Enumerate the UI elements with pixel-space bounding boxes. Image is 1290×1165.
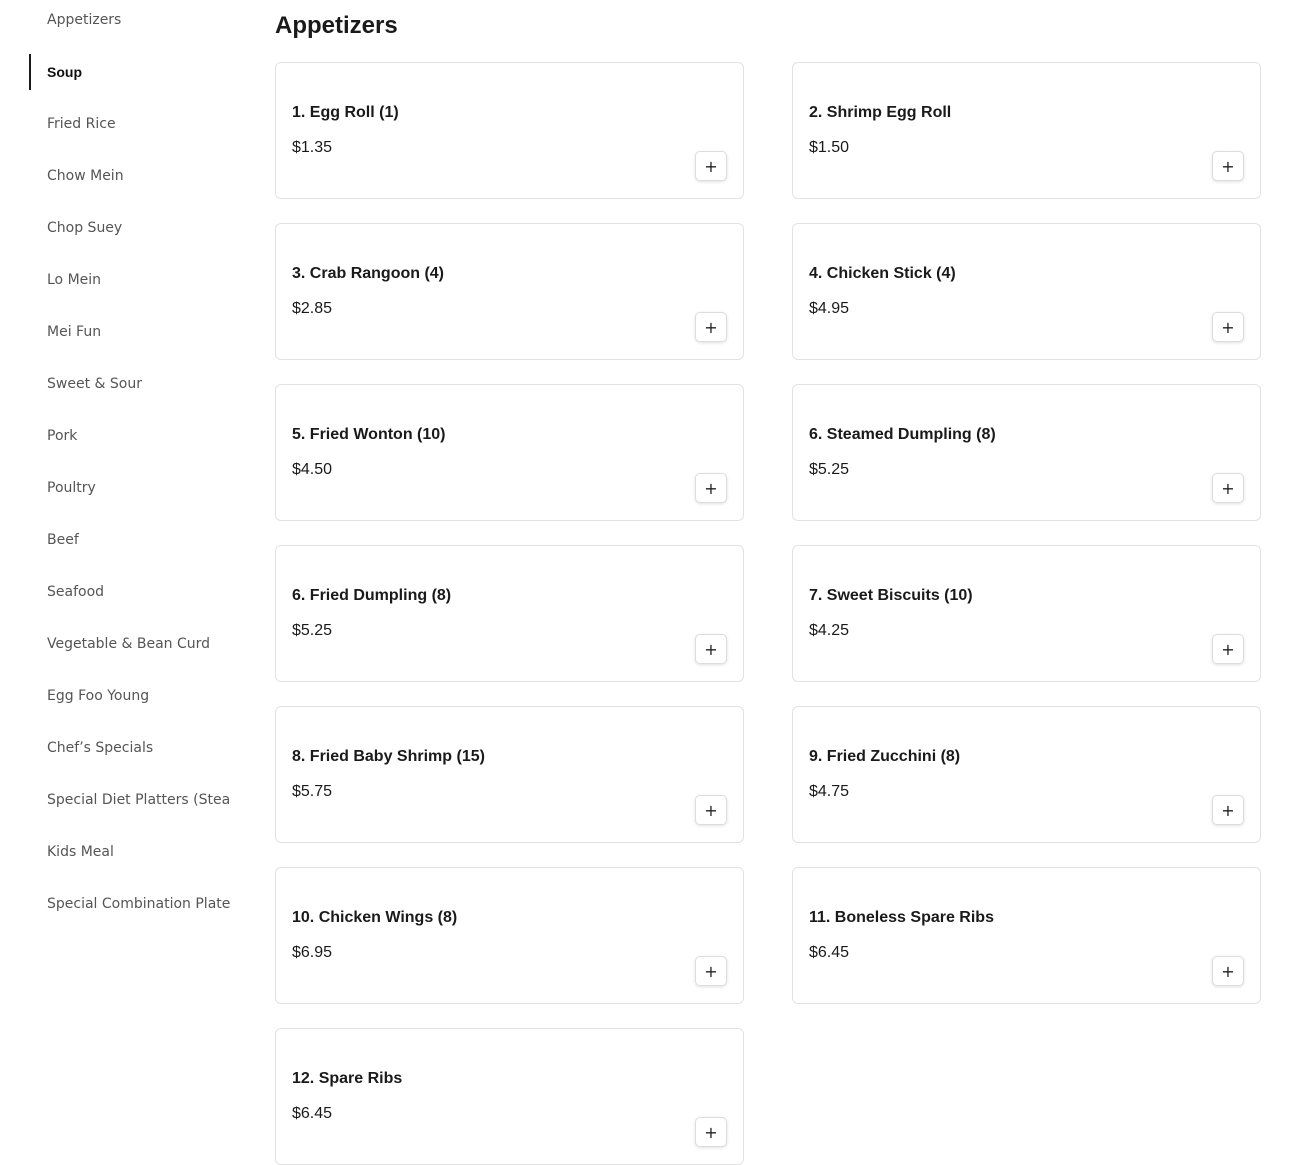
sidebar-item-chop-suey[interactable]: Chop Suey — [47, 220, 123, 236]
menu-item-card[interactable] — [792, 867, 1261, 1004]
menu-item-name: 1. Egg Roll (1) — [292, 104, 399, 121]
sidebar-item-fried-rice[interactable]: Fried Rice — [47, 116, 116, 132]
menu-item-price: $6.95 — [292, 944, 333, 961]
sidebar-item-poultry[interactable]: Poultry — [47, 480, 96, 496]
menu-item-name: 8. Fried Baby Shrimp (15) — [292, 748, 485, 765]
plus-icon: + — [1221, 156, 1235, 176]
menu-item-card[interactable] — [792, 545, 1261, 682]
plus-icon: + — [704, 961, 718, 981]
add-item-button[interactable] — [695, 473, 727, 503]
sidebar-item-sweet-sour[interactable]: Sweet & Sour — [47, 376, 142, 392]
plus-icon: + — [1221, 317, 1235, 337]
menu-item-name: 4. Chicken Stick (4) — [809, 265, 956, 282]
plus-icon: + — [704, 317, 718, 337]
plus-icon: + — [1221, 478, 1235, 498]
menu-item-card[interactable] — [275, 62, 744, 199]
menu-item-card[interactable] — [275, 384, 744, 521]
menu-item-price: $2.85 — [292, 300, 333, 317]
category-sidebar — [0, 0, 260, 1126]
plus-icon: + — [704, 156, 718, 176]
menu-item-price: $4.25 — [809, 622, 850, 639]
sidebar-item-pork[interactable]: Pork — [47, 428, 78, 444]
plus-icon: + — [1221, 639, 1235, 659]
sidebar-item-egg-foo-young[interactable]: Egg Foo Young — [47, 688, 150, 704]
sidebar-item-soup[interactable]: Soup — [29, 54, 244, 90]
menu-item-card[interactable] — [792, 223, 1261, 360]
menu-item-price: $5.75 — [292, 783, 333, 800]
plus-icon: + — [1221, 961, 1235, 981]
sidebar-item-special-combination-plate[interactable]: Special Combination Plate — [47, 896, 231, 912]
sidebar-item-special-diet-platters[interactable]: Special Diet Platters (Stea — [47, 792, 231, 808]
sidebar-item-kids-meal[interactable]: Kids Meal — [47, 844, 114, 860]
menu-item-name: 3. Crab Rangoon (4) — [292, 265, 445, 282]
sidebar-item-lo-mein[interactable]: Lo Mein — [47, 272, 102, 288]
menu-item-price: $4.95 — [809, 300, 850, 317]
menu-item-price: $1.35 — [292, 139, 333, 156]
plus-icon: + — [704, 1122, 718, 1142]
menu-item-price: $5.25 — [292, 622, 333, 639]
add-item-button[interactable] — [1212, 634, 1244, 664]
menu-item-name: 2. Shrimp Egg Roll — [809, 104, 952, 121]
sidebar-item-seafood[interactable]: Seafood — [47, 584, 105, 600]
menu-item-card[interactable] — [275, 706, 744, 843]
add-item-button[interactable] — [1212, 312, 1244, 342]
plus-icon: + — [704, 800, 718, 820]
menu-item-price: $6.45 — [292, 1105, 333, 1122]
menu-item-card[interactable] — [792, 384, 1261, 521]
add-item-button[interactable] — [1212, 473, 1244, 503]
add-item-button[interactable] — [695, 312, 727, 342]
add-item-button[interactable] — [695, 1117, 727, 1147]
add-item-button[interactable] — [1212, 151, 1244, 181]
add-item-button[interactable] — [1212, 956, 1244, 986]
menu-item-name: 10. Chicken Wings (8) — [292, 909, 458, 926]
menu-item-price: $5.25 — [809, 461, 850, 478]
add-item-button[interactable] — [695, 795, 727, 825]
section-title: Appetizers — [275, 12, 398, 39]
menu-item-name: 12. Spare Ribs — [292, 1070, 403, 1087]
add-item-button[interactable] — [695, 151, 727, 181]
sidebar-item-chow-mein[interactable]: Chow Mein — [47, 168, 124, 184]
menu-item-price: $1.50 — [809, 139, 850, 156]
menu-item-card[interactable] — [275, 1028, 744, 1165]
menu-item-price: $6.45 — [809, 944, 850, 961]
menu-item-card[interactable] — [275, 867, 744, 1004]
menu-item-price: $4.50 — [292, 461, 333, 478]
menu-item-card[interactable] — [275, 545, 744, 682]
menu-item-card[interactable] — [792, 706, 1261, 843]
menu-item-name: 7. Sweet Biscuits (10) — [809, 587, 973, 604]
menu-item-name: 6. Steamed Dumpling (8) — [809, 426, 996, 443]
sidebar-item-vegetable-bean-curd[interactable]: Vegetable & Bean Curd — [47, 636, 211, 652]
sidebar-item-beef[interactable]: Beef — [47, 532, 79, 548]
menu-item-name: 11. Boneless Spare Ribs — [809, 909, 994, 926]
plus-icon: + — [704, 478, 718, 498]
plus-icon: + — [704, 639, 718, 659]
menu-item-name: 5. Fried Wonton (10) — [292, 426, 446, 443]
sidebar-item-mei-fun[interactable]: Mei Fun — [47, 324, 102, 340]
menu-item-name: 9. Fried Zucchini (8) — [809, 748, 961, 765]
plus-icon: + — [1221, 800, 1235, 820]
add-item-button[interactable] — [1212, 795, 1244, 825]
menu-item-card[interactable] — [792, 62, 1261, 199]
menu-item-price: $4.75 — [809, 783, 850, 800]
menu-item-name: 6. Fried Dumpling (8) — [292, 587, 452, 604]
add-item-button[interactable] — [695, 634, 727, 664]
menu-item-card[interactable] — [275, 223, 744, 360]
add-item-button[interactable] — [695, 956, 727, 986]
sidebar-item-appetizers[interactable]: Appetizers — [47, 12, 122, 28]
sidebar-item-chefs-specials[interactable]: Chef’s Specials — [47, 740, 154, 756]
